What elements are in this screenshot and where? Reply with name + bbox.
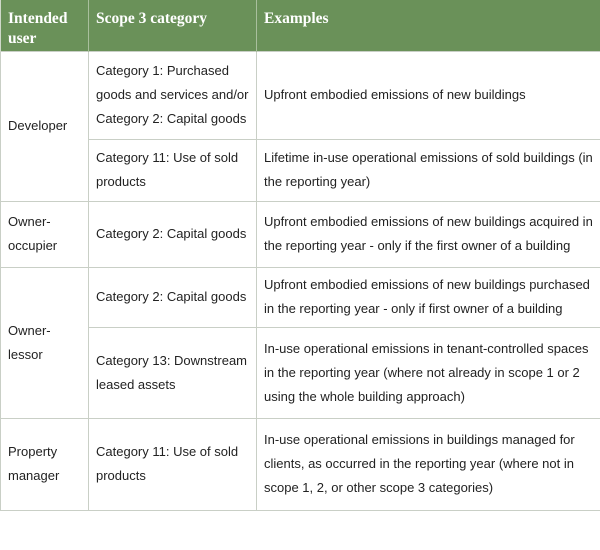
user-cell-owner-occupier: Owner-occupier <box>1 201 89 267</box>
example-cell: Lifetime in-use operational emissions of sold buildings (in the reporting year) <box>257 139 600 201</box>
table-row <box>1 139 600 201</box>
table-row <box>1 267 600 327</box>
example-cell: In-use operational emissions in tenant-controlled spaces in the reporting year (where not already in scope 1 or 2 using the whole building approach) <box>257 327 600 418</box>
example-cell: Upfront embodied emissions of new buildings acquired in the reporting year - only if the first owner of a building <box>257 201 600 267</box>
category-cell: Category 2: Capital goods <box>89 201 257 267</box>
table-row <box>1 327 600 418</box>
header-examples: Examples <box>257 0 600 51</box>
user-cell-developer: Developer <box>1 51 89 201</box>
table-header-row <box>1 0 600 51</box>
category-cell: Category 2: Capital goods <box>89 267 257 327</box>
user-cell-owner-lessor: Owner-lessor <box>1 267 89 418</box>
example-cell: In-use operational emissions in buildings managed for clients, as occurred in the reporting year (where not in scope 1, 2, or other scope 3 categories) <box>257 418 600 510</box>
category-cell: Category 11: Use of sold products <box>89 139 257 201</box>
header-intended-user: Intended user <box>1 0 89 51</box>
example-cell: Upfront embodied emissions of new buildings <box>257 51 600 139</box>
example-cell: Upfront embodied emissions of new buildings purchased in the reporting year - only if first owner of a building <box>257 267 600 327</box>
table-row <box>1 201 600 267</box>
category-cell: Category 1: Purchased goods and services and/or Category 2: Capital goods <box>89 51 257 139</box>
table-row <box>1 418 600 510</box>
category-cell: Category 11: Use of sold products <box>89 418 257 510</box>
table-row <box>1 51 600 139</box>
user-cell-property-manager: Property manager <box>1 418 89 510</box>
header-scope3-category: Scope 3 category <box>89 0 257 51</box>
category-cell: Category 13: Downstream leased assets <box>89 327 257 418</box>
